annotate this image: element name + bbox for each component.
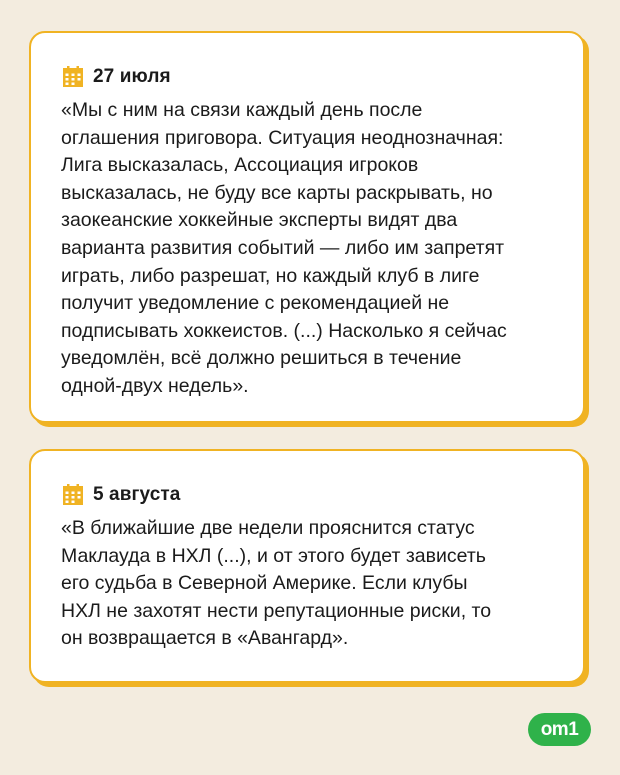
date-label: 5 августа — [93, 484, 181, 505]
calendar-icon — [61, 65, 85, 89]
quote-card-1 — [29, 31, 585, 423]
calendar-icon — [61, 483, 85, 507]
date-row — [61, 483, 559, 507]
card-content — [61, 483, 559, 653]
quote-text: «Мы с ним на связи каждый день после оглашения приговора. Ситуация неоднозначная: Лига высказалась, Ассоциация игроков высказалась, не буду все карты раскрывать, но заокеанские хоккейные эксперты видят два варианта развития событий — либо им запретят играть, либо разрешат, но каждый клуб в лиге получит уведомление с рекомендацией не подписывать хоккеистов. (...) Насколько я сейчас уведомлён, всё должно решиться в течение одной-двух недель». — [61, 99, 507, 397]
quote-text: «В ближайшие две недели прояснится статус Маклауда в НХЛ (...), и от этого будет зависеть его судьба в Северной Америке. Если клубы НХЛ не захотят нести репутационные риски, то он возвращается в «Авангард». — [61, 517, 492, 650]
quote-card-2 — [29, 449, 585, 683]
date-label: 27 июля — [93, 66, 171, 87]
om1-logo — [528, 713, 591, 746]
date-row — [61, 65, 559, 89]
logo-text: om1 — [540, 718, 579, 740]
card-content — [61, 65, 559, 401]
